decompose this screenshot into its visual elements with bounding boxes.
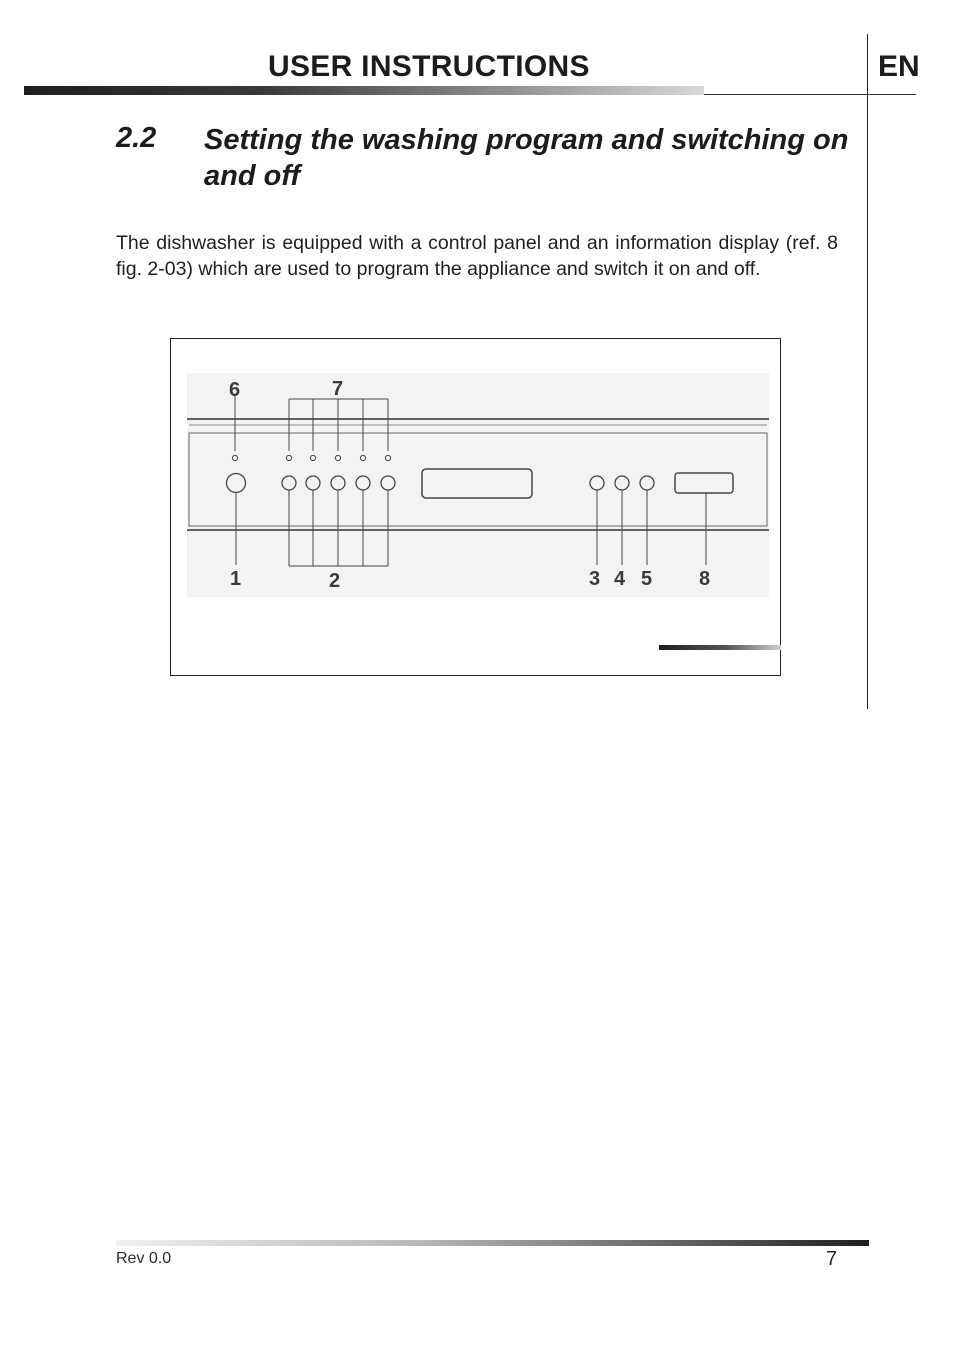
page-header-title: USER INSTRUCTIONS <box>268 50 590 83</box>
callout-4: 4 <box>614 568 626 590</box>
revision-label: Rev 0.0 <box>116 1250 172 1267</box>
callout-2: 2 <box>329 570 341 592</box>
callout-5: 5 <box>641 568 653 590</box>
panel-background <box>187 373 769 597</box>
control-panel-figure <box>170 338 781 676</box>
section-number: 2.2 <box>116 122 157 154</box>
callout-7: 7 <box>332 378 344 400</box>
callout-3: 3 <box>589 568 601 590</box>
language-code: EN <box>878 50 920 83</box>
section-title: Setting the washing program and switching on and off <box>204 124 849 192</box>
figure-gradient-bar <box>659 645 781 650</box>
callout-6: 6 <box>229 379 241 401</box>
callout-1: 1 <box>230 568 242 590</box>
header-gradient-bar <box>24 86 704 95</box>
control-panel-diagram <box>171 339 782 677</box>
side-rule <box>867 34 868 709</box>
callout-8: 8 <box>699 568 711 590</box>
footer-gradient-bar <box>116 1240 869 1246</box>
header-rule <box>704 94 916 95</box>
page-number: 7 <box>826 1248 838 1270</box>
body-paragraph: The dishwasher is equipped with a control panel and an information display (ref. 8 fig. 2-03) which are used to program the appliance and switch it on and off. <box>116 232 838 280</box>
